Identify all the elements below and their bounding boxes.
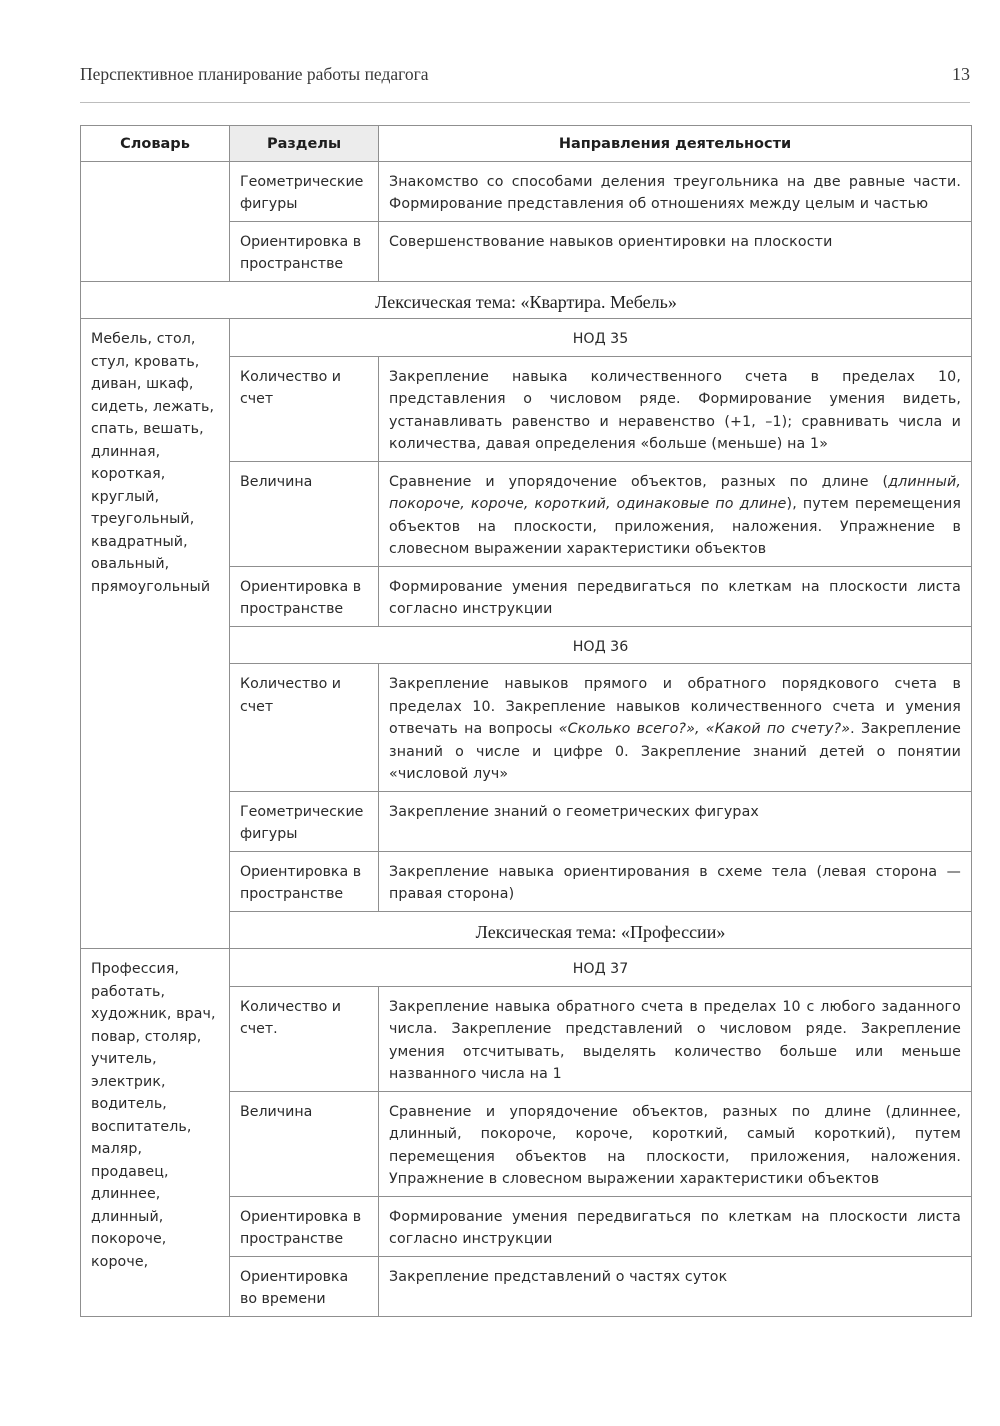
section-cell: Ориентировка во времени bbox=[230, 1256, 379, 1316]
section-cell: Величина bbox=[230, 461, 379, 566]
topic-row bbox=[81, 281, 972, 319]
description-text: Закрепление навыков прямого и обратного порядкового счета в пределах 10. Закрепление навыков количественного счета и умения отвечать на вопросы bbox=[389, 676, 961, 737]
section-cell: Величина bbox=[230, 1091, 379, 1196]
nod-label: НОД 37 bbox=[230, 949, 972, 987]
section-cell: Количество и счет bbox=[230, 664, 379, 792]
vocab-cell: Мебель, стол, стул, кровать, диван, шкаф, сидеть, лежать, спать, вешать, длинная, короткая, круглый, треугольный, квадратный, овальный, прямоугольный bbox=[81, 319, 230, 949]
description-cell: Закрепление навыка ориентирования в схеме тела (левая сторона — правая сторона) bbox=[379, 851, 972, 911]
description-cell bbox=[379, 664, 972, 792]
section-cell: Количество и счет bbox=[230, 356, 379, 461]
description-cell: Совершенствование навыков ориентировки на плоскости bbox=[379, 221, 972, 281]
section-cell: Ориентировка в пространстве bbox=[230, 1196, 379, 1256]
nod-label: НОД 36 bbox=[230, 626, 972, 664]
topic-title: Лексическая тема: «Квартира. Мебель» bbox=[81, 281, 972, 319]
description-italic: длинный, покороче, короче, короткий, одинаковые по длине bbox=[389, 473, 961, 512]
nod-label: НОД 35 bbox=[230, 319, 972, 357]
section-cell: Геометрические фигуры bbox=[230, 791, 379, 851]
topic-title: Лексическая тема: «Профессии» bbox=[230, 911, 972, 949]
nod-row bbox=[81, 949, 972, 987]
column-header-sections: Разделы bbox=[230, 126, 379, 162]
table-header-row bbox=[81, 126, 972, 162]
page-header bbox=[80, 62, 970, 103]
description-cell: Закрепление навыка обратного счета в пределах 10 с любого заданного числа. Закрепление представлений о числовом ряде. Закрепление умения отсчитывать, выделять количество больше или меньше названного числа на 1 bbox=[379, 986, 972, 1091]
section-cell: Ориентировка в пространстве bbox=[230, 851, 379, 911]
vocab-cell-empty bbox=[81, 161, 230, 281]
description-text: ), путем перемещения объектов на плоскости, приложения, наложения. Упражнение в словесном выражении характеристики объектов bbox=[389, 496, 961, 557]
description-cell bbox=[379, 461, 972, 566]
description-italic: «Сколько всего?», «Какой по счету?» bbox=[558, 721, 851, 737]
planning-table bbox=[80, 125, 972, 1317]
running-title: Перспективное планирование работы педагога bbox=[80, 64, 429, 84]
nod-row bbox=[81, 319, 972, 357]
page-number: 13 bbox=[952, 64, 970, 84]
section-cell: Ориентировка в пространстве bbox=[230, 221, 379, 281]
column-header-vocab: Словарь bbox=[81, 126, 230, 162]
section-cell: Количество и счет. bbox=[230, 986, 379, 1091]
description-cell: Формирование умения передвигаться по клеткам на плоскости листа согласно инструкции bbox=[379, 1196, 972, 1256]
description-cell: Закрепление навыка количественного счета в пределах 10, представления о числовом ряде. Формирование умения видеть, устанавливать равенство и неравенство (+1, –1); сравнивать числа и количества, давая определения «больше (меньше) на 1» bbox=[379, 356, 972, 461]
description-cell: Сравнение и упорядочение объектов, разных по длине (длиннее, длинный, покороче, короче, короткий, самый короткий), путем перемещения объектов на плоскости, приложения, наложения. Упражнение в словесном выражении характеристики объектов bbox=[379, 1091, 972, 1196]
description-cell: Знакомство со способами деления треугольника на две равные части. Формирование представления об отношениях между целым и частью bbox=[379, 161, 972, 221]
description-cell: Закрепление представлений о частях суток bbox=[379, 1256, 972, 1316]
column-header-directions: Направления деятельности bbox=[379, 126, 972, 162]
description-text: Сравнение и упорядочение объектов, разных по длине ( bbox=[389, 473, 889, 490]
table-row bbox=[81, 161, 972, 221]
section-cell: Геометрические фигуры bbox=[230, 161, 379, 221]
description-cell: Формирование умения передвигаться по клеткам на плоскости листа согласно инструкции bbox=[379, 566, 972, 626]
section-cell: Ориентировка в пространстве bbox=[230, 566, 379, 626]
vocab-cell: Профессия, работать, художник, врач, повар, столяр, учитель, электрик, водитель, воспитатель, маляр, продавец, длиннее, длинный, покороче, короче, bbox=[81, 949, 230, 1317]
description-cell: Закрепление знаний о геометрических фигурах bbox=[379, 791, 972, 851]
description-text: . Закрепление знаний о числе и цифре 0. Закрепление знаний детей о понятии «числовой луч» bbox=[389, 721, 961, 782]
